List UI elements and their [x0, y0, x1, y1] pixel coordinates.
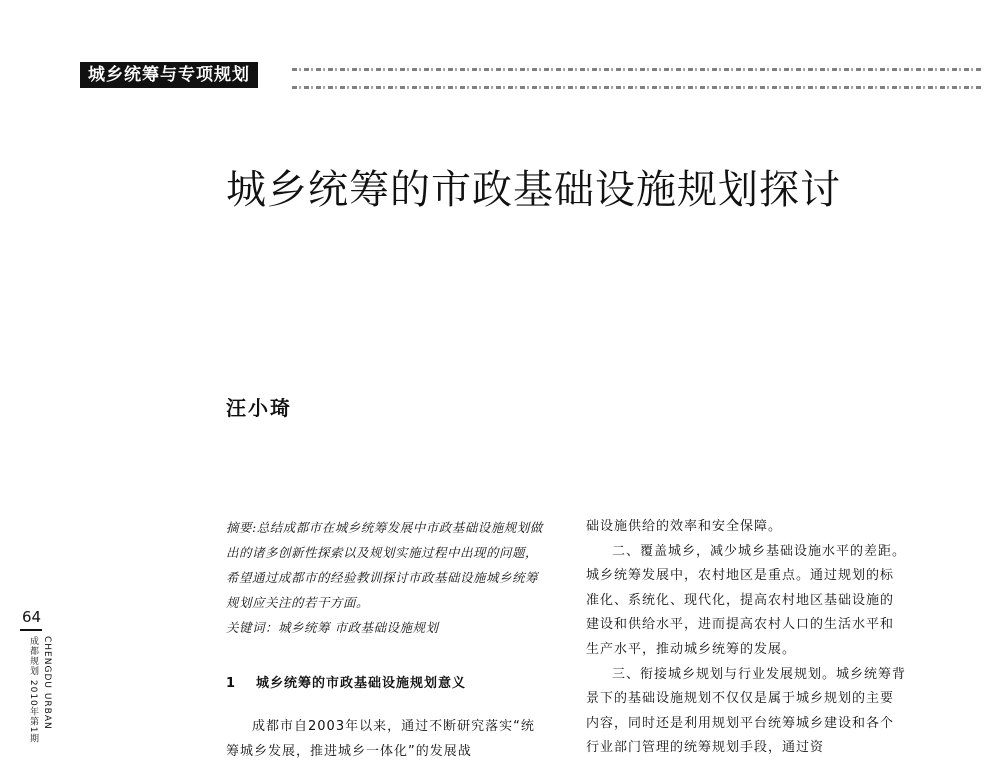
- abstract-block: [226, 515, 546, 640]
- journal-name-vertical: 成都规划 2010年第1期: [28, 636, 38, 744]
- journal-english-vertical: CHENGDU URBAN: [42, 636, 52, 730]
- left-column-body: [226, 714, 546, 764]
- author-name: 汪小琦: [226, 396, 292, 420]
- right-paragraph-1: 础设施供给的效率和安全保障。: [586, 519, 783, 534]
- header-rule-bottom: [292, 86, 982, 89]
- abstract-keywords: 关键词：城乡统筹 市政基础设施规划: [226, 620, 439, 635]
- right-column: [586, 515, 906, 761]
- section-heading: [226, 672, 466, 691]
- left-body-paragraph: 成都市自2003年以来，通过不断研究落实“统筹城乡发展，推进城乡一体化”的发展战: [226, 719, 535, 759]
- page-number: 64: [22, 608, 42, 626]
- section-number: 1: [226, 676, 237, 691]
- abstract-summary: 摘要:总结成都市在城乡统筹发展中市政基础设施规划做出的诸多创新性探索以及规划实施过程中出现的问题，希望通过成都市的经验教训探讨市政基础设施城乡统筹规划应关注的若干方面。: [226, 520, 543, 610]
- page-number-rule: [20, 629, 42, 631]
- right-paragraph-3: 三、衔接城乡规划与行业发展规划。城乡统筹背景下的基础设施规划不仅仅是属于城乡规划的主要内容，同时还是利用规划平台统筹城乡建设和各个行业部门管理的统筹规划手段，通过资: [586, 666, 907, 756]
- section-heading-text: 城乡统筹的市政基础设施规划意义: [256, 676, 467, 691]
- right-paragraph-2: 二、覆盖城乡，减少城乡基础设施水平的差距。城乡统筹发展中，农村地区是重点。通过规划的标准化、系统化、现代化，提高农村地区基础设施的建设和供给水平，进而提高农村人口的生活水平和生产水平，推动城乡统筹的发展。: [586, 543, 907, 657]
- article-title: 城乡统筹的市政基础设施规划探讨: [226, 167, 841, 213]
- section-tag: 城乡统筹与专项规划: [80, 62, 258, 88]
- header-rule-top: [292, 68, 982, 71]
